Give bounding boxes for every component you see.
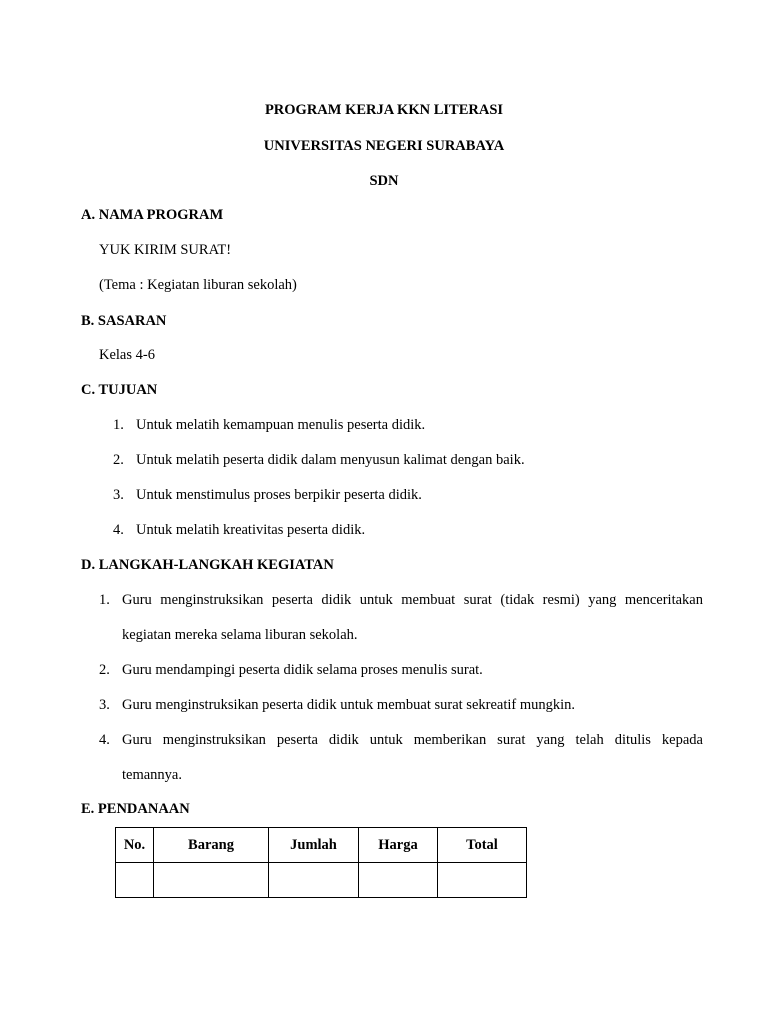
- list-number: 2.: [113, 452, 124, 468]
- list-number: 4.: [113, 522, 124, 538]
- header-jumlah: Jumlah: [269, 828, 359, 863]
- list-number: 2.: [99, 662, 110, 678]
- target-audience: Kelas 4-6: [99, 347, 155, 363]
- table-cell: [269, 863, 359, 898]
- program-name: YUK KIRIM SURAT!: [99, 242, 232, 258]
- header-total: Total: [438, 828, 527, 863]
- header-barang: Barang: [154, 828, 269, 863]
- table-cell: [438, 863, 527, 898]
- list-text: Guru menginstruksikan peserta didik untuk memberikan surat yang telah ditulis kepada: [122, 732, 703, 748]
- table-row: [116, 863, 527, 898]
- list-number: 3.: [99, 697, 110, 713]
- funding-table: [115, 827, 527, 898]
- list-text: Guru menginstruksikan peserta didik untuk membuat surat (tidak resmi) yang menceritakan: [122, 592, 703, 608]
- list-text: Guru mendampingi peserta didik selama proses menulis surat.: [122, 662, 483, 678]
- section-d-heading: D. LANGKAH-LANGKAH KEGIATAN: [81, 557, 334, 573]
- header-harga: Harga: [359, 828, 438, 863]
- university-name: UNIVERSITAS NEGERI SURABAYA: [263, 138, 505, 154]
- table-cell: [116, 863, 154, 898]
- header-no: No.: [116, 828, 154, 863]
- list-text: Untuk menstimulus proses berpikir peserta didik.: [136, 487, 422, 503]
- section-e-heading: E. PENDANAAN: [81, 801, 190, 817]
- program-theme: (Tema : Kegiatan liburan sekolah): [99, 277, 297, 293]
- table-cell: [359, 863, 438, 898]
- section-b-heading: B. SASARAN: [81, 313, 167, 329]
- list-text: Untuk melatih kemampuan menulis peserta didik.: [136, 417, 426, 433]
- table-cell: [154, 863, 269, 898]
- school-name: SDN: [369, 173, 399, 189]
- section-a-heading: A. NAMA PROGRAM: [81, 207, 224, 223]
- list-text-continued: kegiatan mereka selama liburan sekolah.: [122, 627, 358, 643]
- list-number: 1.: [113, 417, 124, 433]
- list-text-continued: temannya.: [122, 767, 182, 783]
- table-header-row: [116, 828, 527, 863]
- list-number: 3.: [113, 487, 124, 503]
- list-text: Untuk melatih peserta didik dalam menyusun kalimat dengan baik.: [136, 452, 525, 468]
- list-text: Untuk melatih kreativitas peserta didik.: [136, 522, 366, 538]
- document-title: PROGRAM KERJA KKN LITERASI: [264, 102, 504, 118]
- list-number: 1.: [99, 592, 110, 608]
- section-c-heading: C. TUJUAN: [81, 382, 158, 398]
- list-text: Guru menginstruksikan peserta didik untuk membuat surat sekreatif mungkin.: [122, 697, 576, 713]
- list-number: 4.: [99, 732, 110, 748]
